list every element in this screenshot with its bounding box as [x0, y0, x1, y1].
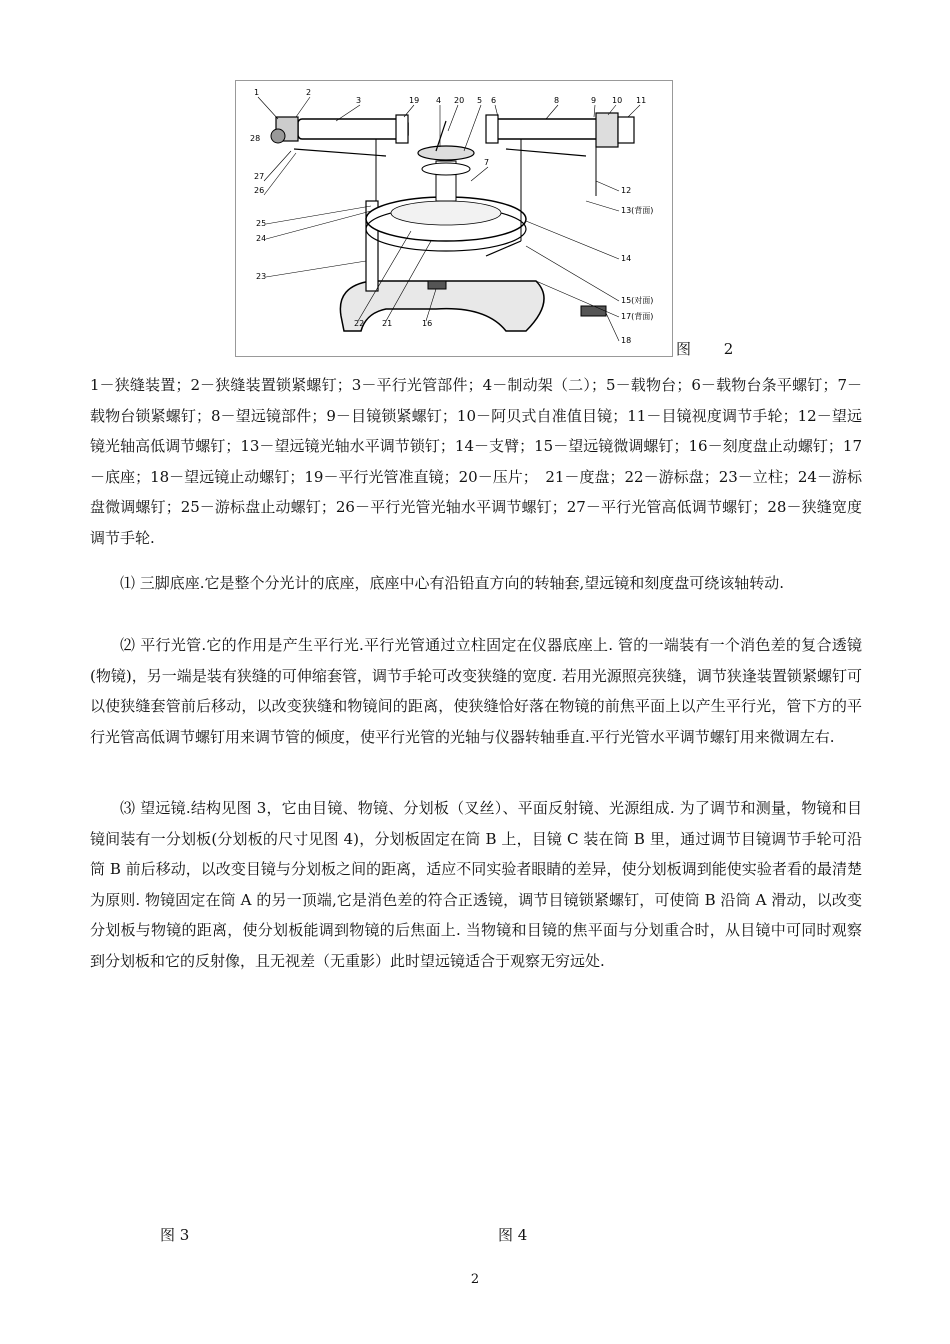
callout-label: 17(背面): [621, 312, 654, 321]
figure-3-label: 图 3: [160, 1226, 190, 1244]
callout-label: 1: [254, 88, 260, 97]
callout-label: 21: [382, 319, 393, 328]
vernier-scale: [391, 201, 501, 225]
stage-lower: [422, 163, 470, 175]
stage-plate: [418, 146, 474, 160]
callout-label: 26: [254, 186, 265, 195]
callout-label: 23: [256, 272, 267, 281]
callout-label: 7: [484, 158, 490, 167]
callout-label: 8: [554, 96, 560, 105]
callout-label: 24: [256, 234, 267, 243]
callout-label: 11: [636, 96, 647, 105]
callout-label: 12: [621, 186, 632, 195]
callout-label: 25: [256, 219, 267, 228]
callout-label: 15(对面): [621, 296, 654, 305]
figure-2-caption: 图 2: [676, 340, 748, 358]
spectrometer-figure: [235, 80, 673, 357]
callout-label: 3: [356, 96, 362, 105]
paragraph-collimator: ⑵ 平行光管.它的作用是产生平行光.平行光管通过立柱固定在仪器底座上. 管的一端装有一个消色差的复合透镜(物镜)，另一端是装有狭缝的可伸缩套管，调节手轮可改变狭缝的宽度. 若用光源照亮狭缝，调节狭逢装置锁紧螺钉可以使狭缝套管前后移动，以改变狭缝和物镜间的距离，使狭缝恰好落在物镜的前焦平面上以产生平行光，管下方的平行光管高低调节螺钉用来调节管的倾度，使平行光管的光轴与仪器转轴垂直.平行光管水平调节螺钉用来微调左右.: [90, 636, 862, 746]
callout-label: 28: [250, 134, 261, 143]
callout-label: 13(背面): [621, 206, 654, 215]
callout-label: 27: [254, 172, 265, 181]
paragraph-base: ⑴ 三脚底座.它是整个分光计的底座，底座中心有沿铅直方向的转轴套,望远镜和刻度盘可绕该轴转动.: [120, 574, 785, 592]
callout-label: 9: [591, 96, 597, 105]
callout-label: 20: [454, 96, 465, 105]
callout-label: 14: [621, 254, 632, 263]
figure-4-label: 图 4: [498, 1226, 528, 1244]
callout-label: 16: [422, 319, 433, 328]
callout-label: 5: [477, 96, 483, 105]
page-number: 2: [470, 1272, 480, 1287]
collimator-tube: [298, 119, 408, 139]
callout-label: 10: [612, 96, 623, 105]
telescope-tube: [491, 119, 601, 139]
callout-label: 18: [621, 336, 632, 345]
paragraph-telescope: ⑶ 望远镜.结构见图 3，它由目镜、物镜、分划板（叉丝）、平面反射镜、光源组成. 为了调节和测量，物镜和目镜间装有一分划板(分划板的尺寸见图 4)，分划板固定在筒 B 上，目镜 C 装在筒 B 里，通过调节目镜调节手轮可沿筒 B 前后移动，以改变目镜与分划板之间的距离，适应不同实验者眼睛的差异，使分划板调到能使实验者看的最清楚为原则. 物镜固定在筒 A 的另一顶端,它是消色差的符合正透镜，调节目镜锁紧螺钉，可使筒 B 沿筒 A 滑动，以改变分划板与物镜的距离，使分划板能调到物镜的后焦面上. 当物镜和目镜的焦平面与分划重合时，从目镜中可同时观察到分划板和它的反射像，且无视差（无重影）此时望远镜适合于观察无穷远处.: [90, 799, 862, 970]
figure-2-legend: 1－狭缝装置；2－狭缝装置锁紧螺钉；3－平行光管部件；4－制动架（二）；5－载物台；6－载物台条平螺钉；7－载物台锁紧螺钉；8－望远镜部件；9－目镜锁紧螺钉；10－阿贝式自准值目镜；11－目镜视度调节手轮；12－望远镜光轴高低调节螺钉；13－望远镜光轴水平调节锁钉；14－支臂；15－望远镜微调螺钉；16－刻度盘止动螺钉；17－底座；18－望远镜止动螺钉；19－平行光管准直镜；20－压片； 21－度盘；22－游标盘；23－立柱；24－游标盘微调螺钉；25－游标盘止动螺钉；26－平行光管光轴水平调节螺钉；27－平行光管高低调节螺钉；28－狭缝宽度调节手轮.: [90, 376, 862, 547]
callout-label: 4: [436, 96, 442, 105]
callout-label: 2: [306, 88, 312, 97]
spectrometer-drawing: [236, 81, 672, 356]
callout-label: 6: [491, 96, 497, 105]
eyepiece: [596, 113, 618, 147]
callout-label: 22: [354, 319, 365, 328]
callout-label: 19: [409, 96, 420, 105]
